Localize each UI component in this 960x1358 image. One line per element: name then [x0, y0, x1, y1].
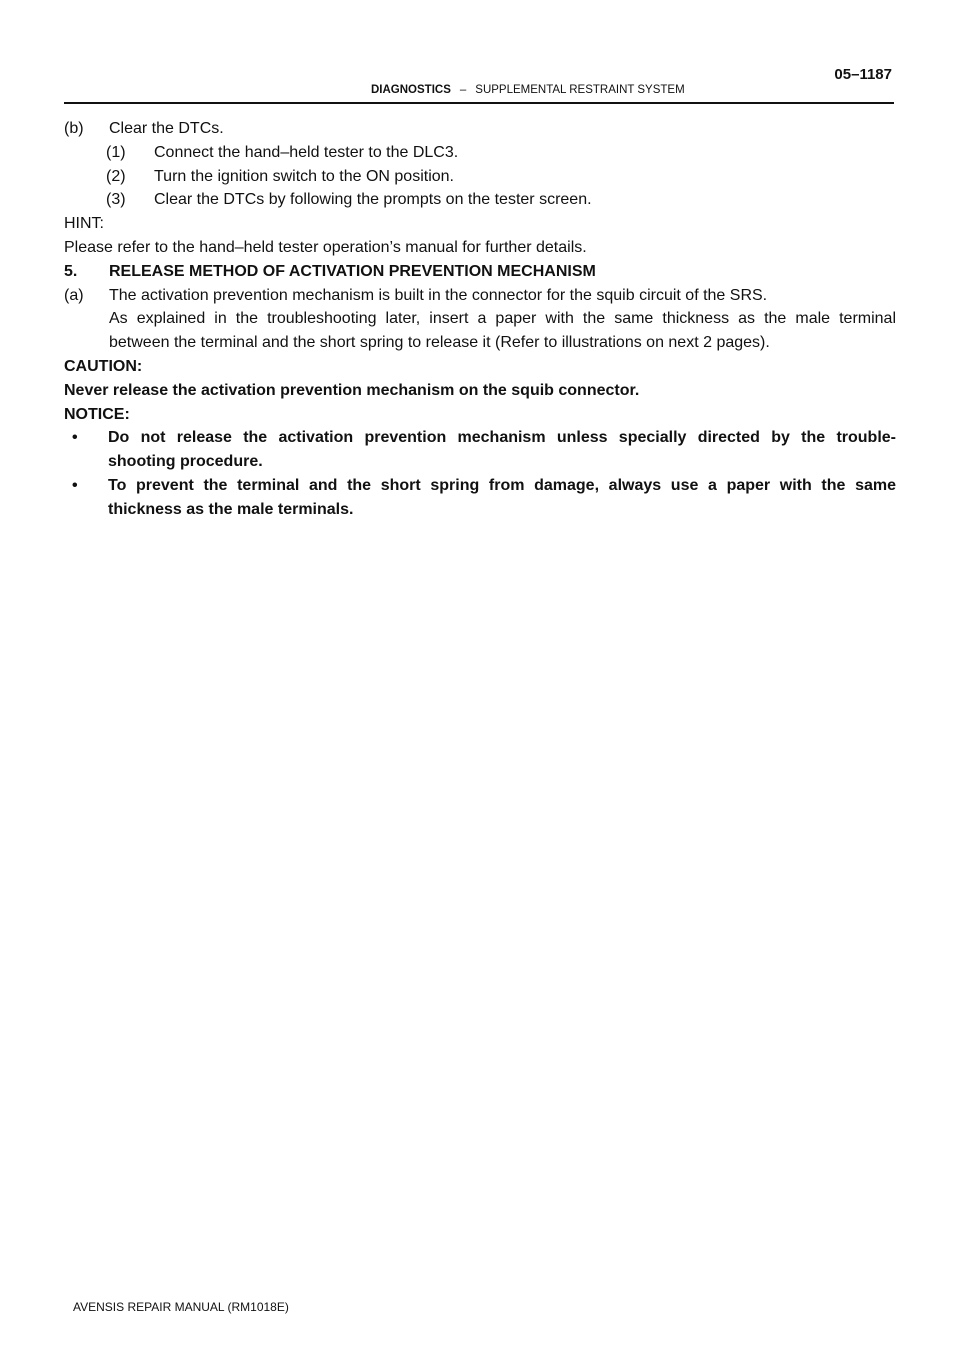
- page-number: 05–1187: [834, 66, 892, 83]
- substep-1: [64, 141, 896, 165]
- page-header: [64, 60, 894, 104]
- notice-item-1-line-2: shooting procedure.: [108, 453, 263, 471]
- step-a: [64, 284, 896, 308]
- step-b: [64, 117, 896, 141]
- section-5-text: RELEASE METHOD OF ACTIVATION PREVENTION MECHANISM: [109, 262, 596, 280]
- title-separator: –: [459, 84, 467, 96]
- step-a-cont-2-text: between the terminal and the short spring to release it (Refer to illustrations on next 2 pages).: [109, 334, 770, 352]
- page-content: [64, 117, 896, 522]
- notice-label: NOTICE:: [64, 405, 130, 423]
- chapter-name: DIAGNOSTICS: [371, 84, 451, 96]
- notice-item-2: [64, 474, 896, 498]
- substep-3-text: Clear the DTCs by following the prompts on the tester screen.: [154, 191, 592, 209]
- step-a-continuation-1: [64, 307, 896, 331]
- hint-label: HINT:: [64, 215, 104, 233]
- substep-2-label: (2): [106, 167, 126, 185]
- notice-item-1-line-1: Do not release the activation prevention mechanism unless specially directed by the trouble-: [108, 429, 896, 447]
- step-a-label: (a): [64, 286, 84, 304]
- step-b-label: (b): [64, 120, 84, 137]
- notice-item-1: [64, 426, 896, 450]
- substep-2: [64, 165, 896, 189]
- substep-3-label: (3): [106, 191, 126, 209]
- hint-text: Please refer to the hand–held tester operation’s manual for further details.: [64, 238, 587, 256]
- substep-3: [64, 188, 896, 212]
- step-a-text: The activation prevention mechanism is built in the connector for the squib circuit of the SRS.: [109, 286, 768, 304]
- notice-item-2-line-1: To prevent the terminal and the short spring from damage, always use a paper with the same: [108, 476, 896, 494]
- bullet-icon: •: [72, 476, 78, 494]
- caution-text: Never release the activation prevention mechanism on the squib connector.: [64, 381, 640, 399]
- section-name: SUPPLEMENTAL RESTRAINT SYSTEM: [475, 84, 685, 96]
- notice-item-2-cont: [64, 498, 896, 522]
- substep-1-label: (1): [106, 143, 126, 161]
- section-5-label: 5.: [64, 262, 78, 280]
- step-a-cont-1-text: As explained in the troubleshooting later, insert a paper with the same thickness as the male terminal: [109, 310, 896, 328]
- substep-1-text: Connect the hand–held tester to the DLC3.: [154, 143, 459, 161]
- notice-item-2-line-2: thickness as the male terminals.: [108, 500, 354, 518]
- notice-item-1-cont: [64, 450, 896, 474]
- section-title: [371, 84, 685, 96]
- page-footer: AVENSIS REPAIR MANUAL (RM1018E): [73, 1300, 289, 1314]
- caution-label: CAUTION:: [64, 357, 143, 375]
- step-b-text: Clear the DTCs.: [109, 120, 224, 137]
- bullet-icon: •: [72, 429, 78, 447]
- section-5-heading: [64, 260, 896, 284]
- step-a-continuation-2: [64, 331, 896, 355]
- substep-2-text: Turn the ignition switch to the ON position.: [154, 167, 454, 185]
